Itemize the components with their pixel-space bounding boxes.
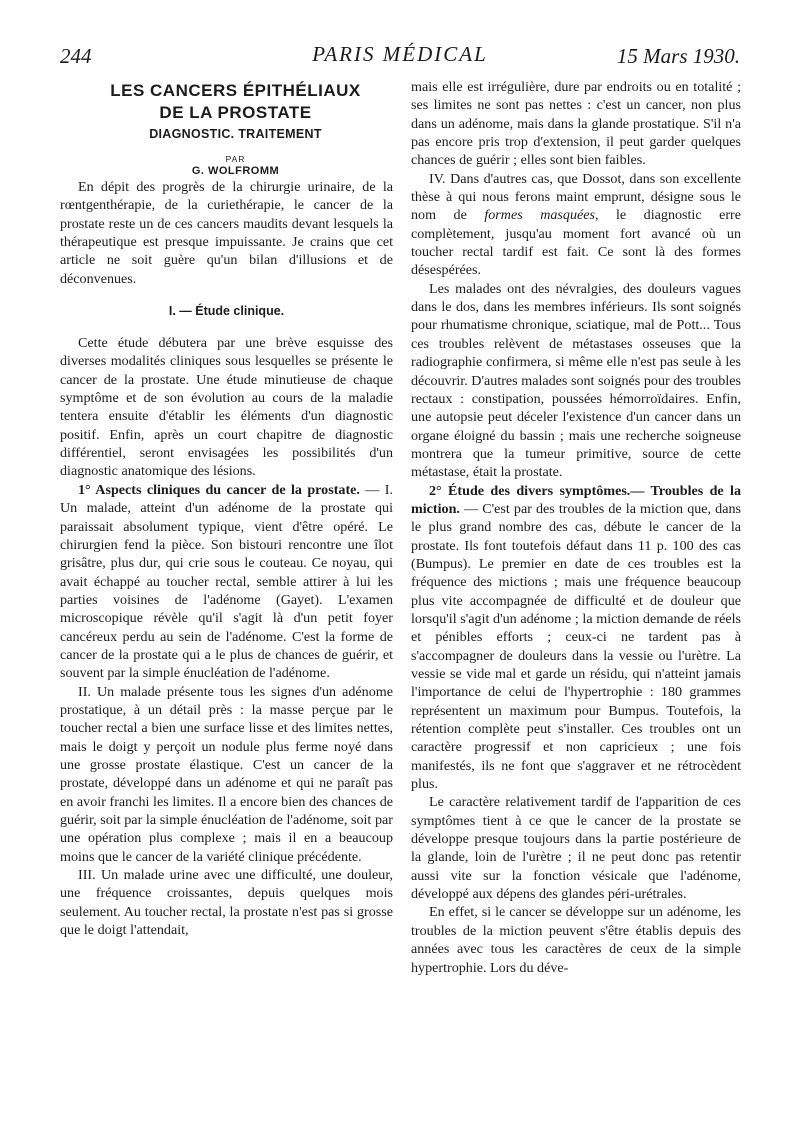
article-title-line-1: LES CANCERS ÉPITHÉLIAUX (110, 81, 361, 100)
paragraph-case-4: IV. Dans d'autres cas, que Dossot, dans son excellente thèse à qui nous ferons maint emprunt, désigne sous le nom de formes masquées, le diagnostic erre complètement, jusqu'au moment fort avancé où un toucher rectal tardif est fait. Ce sont là des formes désespérées. (411, 170, 741, 279)
page-number: 244 (60, 44, 92, 68)
issue-date: 15 Mars 1930. (616, 44, 740, 68)
paragraph-case-1: — I. Un malade, atteint d'un adénome de la prostate qui paraissait absolument typique, vient d'être opéré. Le chirurgien fend la pièce. Son bistouri rencontre une îlot grisâtre, plus dur, qui crie sous le couteau. Ce noyau, qui avait échappé au toucher rectal, semble attirer à lui les parties voisines de l'adénome (Gayet). L'examen microscopique révèle qu'il s'agit là d'un petit foyer cancéreux perdu au sein de l'adénome. C'est la forme de cancer de la prostate qui a le plus de chances de guérir, et souvent par la simple énucléation de l'adénome. (60, 481, 393, 682)
page-header (60, 40, 740, 72)
article-subtitle: DIAGNOSTIC. TRAITEMENT (149, 127, 322, 141)
section-heading-clinical-study: I. — Étude clinique. (168, 304, 285, 319)
subsection-heading-symptoms: 2° Étude des divers symptômes.— Troubles de la miction. (411, 482, 741, 517)
right-column (411, 78, 741, 977)
paragraph-masked-forms: Les malades ont des névralgies, des douleurs vagues dans le dos, dans les membres inférieurs. Ils sont soignés pour rhumatisme chronique, sciatique, mal de Pott... Tous ces troubles relèvent de métastases osseuses que la radiographie confirmera, si même elle n'est pas seule à les découvrir. D'autres malades sont soignés pour des troubles rectaux : constipation, poussées hémorroïdaires. Enfin, une autopsie peut déceler l'existence d'un cancer dans un organe éloigné du bassin ; mais une recherche soigneuse montrera que la tumeur primitive, source de cette métastase, était la prostate. (411, 280, 741, 481)
byline-par: PAR (225, 154, 246, 164)
author-name: G. WOLFROMM (191, 165, 280, 177)
subsection-heading-aspects: 1° Aspects cliniques du cancer de la prostate. (78, 481, 360, 498)
paragraph-case-3-continued: mais elle est irrégulière, dure par endroits ou en totalité ; ses limites ne sont pas nettes : c'est un cancer, non plus dans un adénome, mais dans la glande prostatique. S'il n'a pas encore pris trop d'extension, il peut garder quelques chances de guérir ; elles sont bien faibles. (411, 79, 741, 169)
paragraph-clinical-aspects (60, 481, 393, 683)
paragraph-study-outline: Cette étude débutera par une brève esquisse des diverses modalités cliniques sous lesquelles se présente le cancer de la prostate. Une étude minutieuse de chaque symptôme et de son évolution au cours de la maladie tentera ensuite d'établir les éléments d'un diagnostic positif. Enfin, après un court chapitre de diagnostic différentiel, seront envisagées les possibilités d'un diagnostic anatomique des lésions. (60, 335, 393, 480)
journal-title: PARIS MÉDICAL (312, 42, 488, 66)
paragraph-late-onset: Le caractère relativement tardif de l'apparition de ces symptômes tient à ce que le cancer de la prostate se développe presque toujours dans la partie postérieure de la glande, loin de l'urètre ; il ne peut donc pas retentir aussi vite sur la fonction vésicale que l'adénome, développé aux dépens des glandes péri-urétrales. (411, 794, 741, 903)
paragraph-adenoma-development: En effet, si le cancer se développe sur un adénome, les troubles de la miction peuvent s'être établis depuis des années avec tous les caractères de ceux de la simple hypertrophie. Lors du déve- (411, 904, 741, 976)
left-column (60, 78, 393, 939)
term-formes-masquees: formes masquées (484, 207, 595, 224)
article-title-line-2: DE LA PROSTATE (159, 103, 312, 122)
paragraph-symptoms: 2° Étude des divers symptômes.— Troubles de la miction. — C'est par des troubles de la miction que, dans le plus grand nombre des cas, débute le cancer de la prostate. Ils font toutefois défaut dans 11 p. 100 des cas (Bumpus). Le premier en date de ces troubles est la fréquence des mictions ; mais une fréquence beaucoup plus vite accompagnée de difficulté et de douleur que lorsqu'il s'agit d'un adénome ; la miction demande de réels et pénibles efforts ; ceux-ci ne tardent pas à s'accompagner de douleurs dans la vessie ou l'urètre. La vessie se vide mal et garde un résidu, qui n'atteint jamais l'importance de celui de l'hypertrophie : 180 grammes représentent un maximum pour Bumpus. Toutefois, la rétention complète peut s'installer. Ces troubles ont un caractère progressif et non capricieux ; une fois manifestés, ils ne font que s'aggraver et ne rétrocèdent plus. (411, 482, 741, 793)
paragraph-case-3: III. Un malade urine avec une difficulté, une douleur, une fréquence croissantes, depuis quelques mois seulement. Au toucher rectal, la prostate n'est pas si grosse que le doigt l'attendait, (60, 867, 393, 939)
paragraph-case-2: II. Un malade présente tous les signes d'un adénome prostatique, à un détail près : la masse perçue par le toucher rectal a bien une surface lisse et des limites nettes, mais le doigt y perçoit un nodule plus ferme noyé dans une grosse prostate élastique. C'est un cancer de la prostate, développé dans un adénome et qui ne paraît pas en avoir franchi les limites. Il a encore bien des chances de guérir, soit par la simple énucléation de l'adénome, soit par une opération plus complexe ; mais il en a beaucoup moins que le cancer de la variété clinique précédente. (60, 683, 393, 865)
intro-paragraph: En dépit des progrès de la chirurgie urinaire, de la rœntgenthérapie, de la curiethérapie, le cancer de la prostate reste un de ces cancers maudits devant lesquels la thérapeutique est presque impuissante. Je crains que cet article ne soit guère qu'un bilan d'illusions et de déconvenues. (60, 179, 393, 287)
